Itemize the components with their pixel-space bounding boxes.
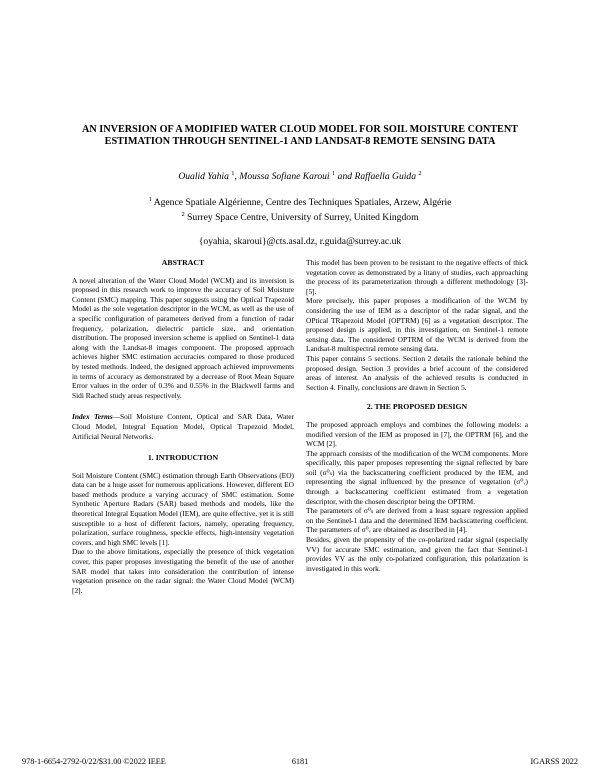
author-affiliation-mark: 1 bbox=[231, 170, 235, 177]
author-emails: {oyahia, skaroui}@cts.asal.dz, r.guida@surrey.ac.uk bbox=[198, 236, 402, 247]
affiliation-mark: 2 bbox=[181, 211, 185, 219]
intro-heading: 1. INTRODUCTION bbox=[147, 453, 219, 463]
affiliation-text: Surrey Space Centre, University of Surrey, United Kingdom bbox=[187, 212, 419, 224]
author-separator: and bbox=[335, 171, 355, 183]
affiliation-mark: 1 bbox=[148, 196, 152, 203]
index-terms-label: Index Terms bbox=[72, 412, 113, 422]
left-column bbox=[72, 258, 294, 595]
index-terms-text: —Soil Moisture Content, Optical and SAR Data, Water Cloud Model, Integral Equation Model, Optical Trapezoid Model, Artificial Neural Networks. bbox=[72, 412, 294, 441]
body-paragraph: The proposed approach employs and combines the following models: a modified version of the IEM as proposed in [7], the OPTRM [6], and the WCM [2]. bbox=[306, 419, 528, 449]
body-paragraph: This model has been proven to be resistant to the negative effects of thick vegetation cover as demonstrated by a litany of studies, each approaching the process of its parameterization through a different methodology [3]-[5]. bbox=[306, 258, 528, 296]
intro-paragraph: Due to the above limitations, especially the presence of thick vegetation cover, this paper proposes investigating the benefit of the use of another SAR model that takes into consideration the contribution of intense vegetation presence on the radar signal: the Water Cloud Model (WCM) [2]. bbox=[72, 547, 294, 595]
author-affiliation-mark: 2 bbox=[418, 170, 422, 177]
body-paragraph: The parameters of σ⁰ₛ are derived from a least square regression applied on the Sentinel-1 data and the determined IEM backscattering coefficient. The parameters of σ⁰ᵥ are obtained as described in [4]. bbox=[306, 506, 528, 535]
affiliations bbox=[0, 194, 600, 224]
author-separator: , bbox=[234, 171, 240, 183]
right-column bbox=[306, 258, 528, 573]
footer-conference: IGARSS 2022 bbox=[530, 757, 578, 766]
abstract-heading: ABSTRACT bbox=[161, 258, 205, 267]
affiliation-line bbox=[0, 209, 600, 224]
author-name: Moussa Sofiane Karoui bbox=[239, 171, 330, 183]
section2-heading: 2. THE PROPOSED DESIGN bbox=[366, 402, 468, 412]
affiliation-text: Agence Spatiale Algérienne, Centre des Techniques Spatiales, Arzew, Algérie bbox=[153, 197, 452, 209]
author-line bbox=[0, 170, 600, 182]
paper-title: AN INVERSION OF A MODIFIED WATER CLOUD MODEL FOR SOIL MOISTURE CONTENT ESTIMATION THROUGH SENTINEL-1 AND LANDSAT-8 REMOTE SENSING DATA bbox=[82, 124, 518, 148]
index-terms bbox=[72, 412, 294, 441]
author-name: Raffaella Guida bbox=[354, 171, 417, 183]
body-paragraph: The approach consists of the modification of the WCM components. More specifically, this paper proposes representing the signal reflected by bare soil (σ⁰ₛ) via the backscattering coefficient produced by the IEM, and representing the signal influenced by the presence of vegetation (σ⁰ᵥ) through a backscattering coefficient estimated from a vegetation descriptor, with the chosen descriptor being the OPTRM. bbox=[306, 448, 528, 506]
body-paragraph: More precisely, this paper proposes a modification of the WCM by considering the use of IEM as a descriptor of the radar signal, and the OPtical TRapezoid Model (OPTRM) [6] as a vegetation descriptor. The proposed design is applied, in this investigation, on Sentinel-1 remote sensing data. The considered OPTRM of the WCM is derived from the Landsat-8 multispectral remote sensing data. bbox=[306, 296, 528, 354]
footer-copyright: 978-1-6654-2792-0/22/$31.00 ©2022 IEEE bbox=[22, 757, 166, 766]
body-paragraph: This paper contains 5 sections. Section 2 details the rationale behind the proposed design. Section 3 provides a brief account of the considered areas of interest. An analysis of the achieved results is conducted in Section 4. Finally, conclusions are drawn in Section 5. bbox=[306, 353, 528, 392]
intro-paragraph: Soil Moisture Content (SMC) estimation through Earth Observations (EO) data can be a huge asset for numerous applications. However, different EO based methods produce a varying accuracy of SMC estimation. Some Synthetic Aperture Radars (SAR) based methods and models, like the theoretical Integral Equation Model (IEM), are quite effective, yet it is still susceptible to a host of different factors, namely, operating frequency, polarization, surface roughness, speckle effects, high-intensity vegetation covers, and high SMC levels [1]. bbox=[72, 470, 294, 547]
author-name: Oualid Yahia bbox=[178, 171, 229, 183]
abstract-text: A novel alteration of the Water Cloud Model (WCM) and its inversion is proposed in this research work to improve the accuracy of Soil Moisture Content (SMC) mapping. This paper suggests using the Optical Trapezoid Model as the sole vegetation descriptor in the WCM, as well as the use of a specific configuration of parameters derived from a function of radar frequency, polarization, dielectric particle size, and orientation distribution. The proposed inversion scheme is applied on Sentinel-1 data along with the Landsat-8 images component. The proposed approach achieves higher SMC estimation accuracies compared to those produced by tested methods. Indeed, the designed approach achieved improvements in terms of accuracy as demonstrated by a decrease of Root Mean Square Error values in the order of 0.3% and 0.55% in the Blackwell farms and Sidi Rached study areas respectively. bbox=[72, 275, 294, 400]
body-paragraph: Besides, given the propensity of the co-polarized radar signal (especially VV) for accurate SMC estimation, and given the fact that Sentinel-1 provides VV as the only co-polarized configuration, this polarization is investigated in this work. bbox=[306, 535, 528, 573]
affiliation-line bbox=[0, 194, 600, 209]
footer-page-number: 6181 bbox=[291, 757, 309, 766]
author-affiliation-mark: 1 bbox=[332, 170, 336, 177]
